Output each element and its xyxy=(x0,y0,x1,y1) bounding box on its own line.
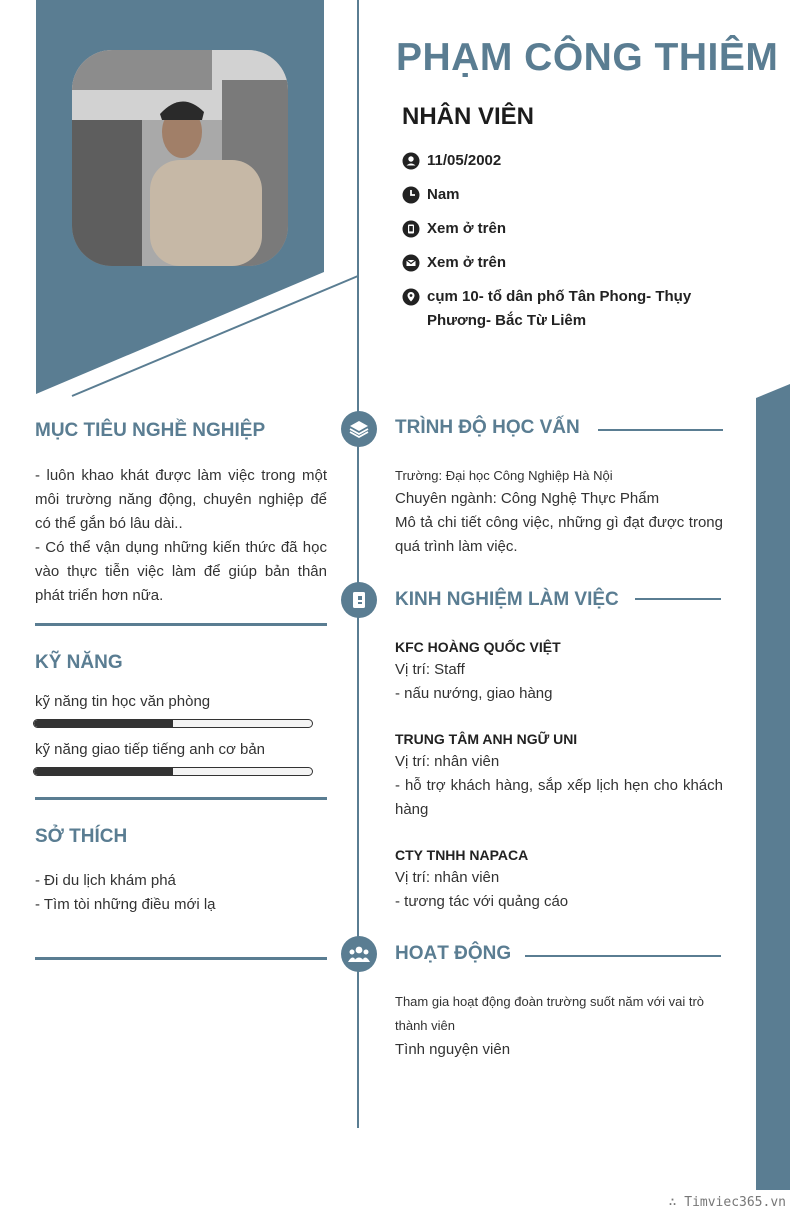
watermark: ∴ Timviec365.vn xyxy=(668,1195,786,1210)
job-company: KFC HOÀNG QUỐC VIỆT xyxy=(395,639,561,655)
skill-bar-fill xyxy=(34,768,173,775)
job-position: Vị trí: nhân viên xyxy=(395,753,500,770)
layers-icon xyxy=(348,418,370,440)
divider xyxy=(35,957,327,960)
education-icon xyxy=(341,411,377,447)
job-company: CTY TNHH NAPACA xyxy=(395,847,529,863)
job-position: Vị trí: Staff xyxy=(395,661,465,678)
job-title: NHÂN VIÊN xyxy=(402,103,535,130)
education-description: Mô tả chi tiết công việc, những gì đạt được trong quá trình làm việc. xyxy=(395,514,723,555)
title-rule xyxy=(635,598,721,600)
skills-title: KỸ NĂNG xyxy=(35,652,123,673)
education-school: Trường: Đại học Công Nghiệp Hà Nội xyxy=(395,468,613,483)
job-description: - hỗ trợ khách hàng, sắp xếp lịch hẹn cho khách hàng xyxy=(395,777,723,818)
email-value: Xem ở trên xyxy=(427,254,507,271)
id-card-icon xyxy=(348,589,370,611)
activities-icon xyxy=(341,936,377,972)
divider xyxy=(35,623,327,626)
phone-icon xyxy=(402,220,420,238)
activities-line-1: Tham gia hoạt động đoàn trường suốt năm với vai trò thành viên xyxy=(395,994,705,1033)
objective-text xyxy=(35,464,327,608)
education-major: Chuyên ngành: Công Nghệ Thực Phẩm xyxy=(395,490,660,507)
info-address xyxy=(402,288,722,333)
location-icon xyxy=(402,288,420,306)
activities-title: HOẠT ĐỘNG xyxy=(395,943,512,964)
info-phone xyxy=(402,220,506,241)
birthdate-value: 11/05/2002 xyxy=(427,152,502,169)
hobbies-title: SỞ THÍCH xyxy=(35,826,128,847)
education-title: TRÌNH ĐỘ HỌC VẤN xyxy=(395,417,580,438)
address-value: cụm 10- tổ dân phố Tân Phong- Thụy Phương- Bắc Từ Liêm xyxy=(427,288,692,329)
clock-icon xyxy=(402,186,420,204)
person-icon xyxy=(402,152,420,170)
activities-line-2: Tình nguyện viên xyxy=(395,1041,511,1058)
job-position: Vị trí: nhân viên xyxy=(395,869,500,886)
job-description: - nấu nướng, giao hàng xyxy=(395,685,553,702)
hobby-item: - Tìm tòi những điều mới lạ xyxy=(35,896,216,913)
info-gender xyxy=(402,186,460,207)
experience-title: KINH NGHIỆM LÀM VIỆC xyxy=(395,589,619,610)
candidate-name: PHẠM CÔNG THIÊM xyxy=(396,36,779,79)
job-description: - tương tác với quảng cáo xyxy=(395,893,569,910)
job-company: TRUNG TÂM ANH NGỮ UNI xyxy=(395,731,578,747)
objective-title: MỤC TIÊU NGHỀ NGHIỆP xyxy=(35,420,266,441)
skill-label: kỹ năng giao tiếp tiếng anh cơ bản xyxy=(35,741,266,758)
skill-label: kỹ năng tin học văn phòng xyxy=(35,693,211,710)
objective-line-2: - Có thể vận dụng những kiến thức đã học vào thực tiễn việc làm để giúp bản thân phát triển hơn nữa. xyxy=(35,539,327,604)
hobby-item: - Đi du lịch khám phá xyxy=(35,872,176,889)
skill-bar-fill xyxy=(34,720,173,727)
gender-value: Nam xyxy=(427,186,460,203)
experience-icon xyxy=(341,582,377,618)
divider xyxy=(35,797,327,800)
phone-value: Xem ở trên xyxy=(427,220,507,237)
info-email xyxy=(402,254,506,275)
skill-bar xyxy=(33,767,313,776)
profile-photo xyxy=(72,50,288,266)
title-rule xyxy=(598,429,723,431)
group-icon xyxy=(347,943,371,965)
email-icon xyxy=(402,254,420,272)
title-rule xyxy=(525,955,721,957)
info-birthdate xyxy=(402,152,501,173)
skill-bar xyxy=(33,719,313,728)
objective-line-1: - luôn khao khát được làm việc trong một môi trường năng động, chuyên nghiệp để có thể gắn bó lâu dài.. xyxy=(35,467,327,532)
